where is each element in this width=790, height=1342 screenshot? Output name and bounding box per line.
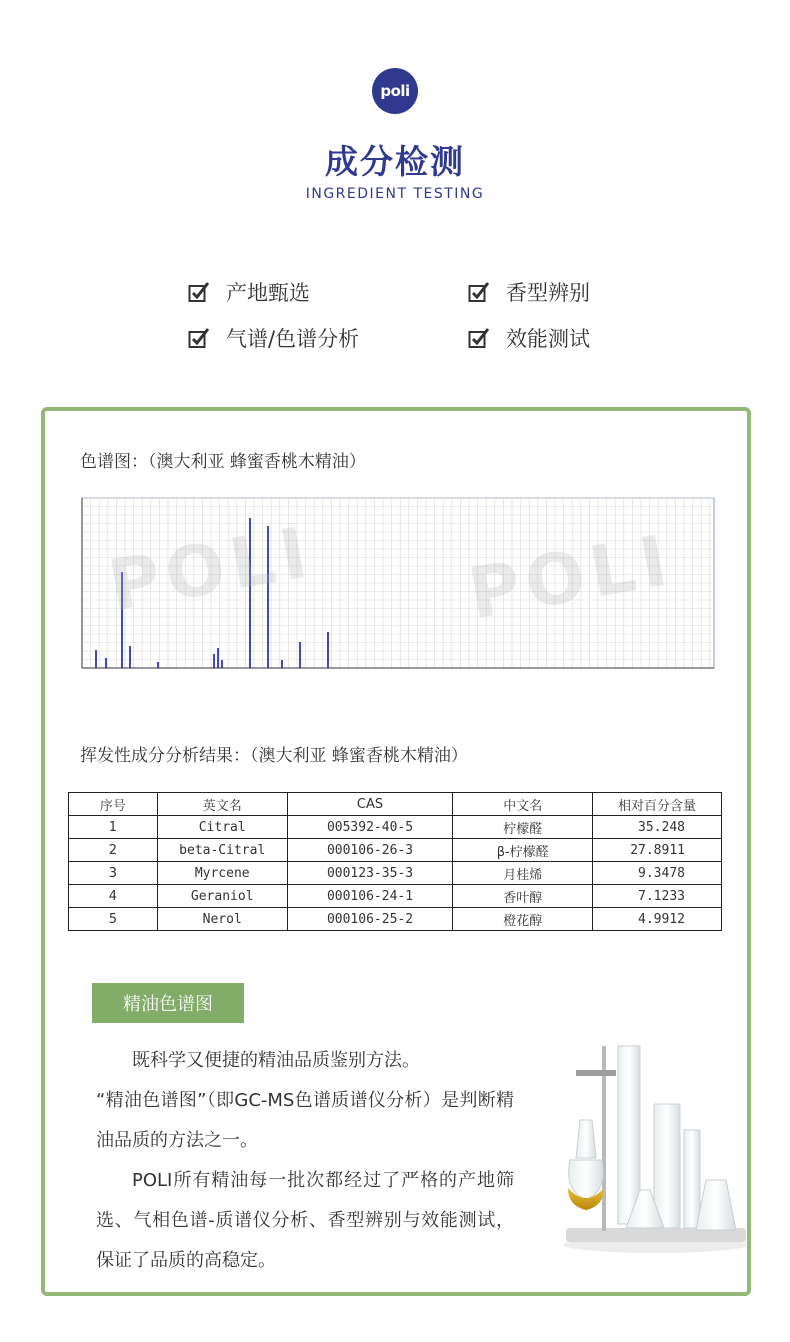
table-header-row <box>69 793 722 816</box>
cell-pct: 35.248 <box>593 816 722 839</box>
page-subtitle: INGREDIENT TESTING <box>305 186 485 202</box>
cell-cn: β-柠檬醛 <box>453 839 593 862</box>
cell-cas: 000123-35-3 <box>287 862 453 885</box>
cell-no: 5 <box>69 908 158 931</box>
watermark-text: POLI <box>102 510 320 628</box>
table-row <box>69 839 722 862</box>
feature-label: 效能测试 <box>506 327 590 351</box>
poli-logo: poli <box>372 68 418 114</box>
cell-cas: 005392-40-5 <box>287 816 453 839</box>
cell-cn: 柠檬醛 <box>453 816 593 839</box>
cell-pct: 7.1233 <box>593 885 722 908</box>
col-header: 中文名 <box>453 793 593 816</box>
feature-label: 香型辨别 <box>506 281 590 305</box>
cell-cn: 橙花醇 <box>453 908 593 931</box>
cell-cas: 000106-25-2 <box>287 908 453 931</box>
cell-pct: 4.9912 <box>593 908 722 931</box>
table-row <box>69 862 722 885</box>
cell-en: Geraniol <box>157 885 287 908</box>
col-header: CAS <box>287 793 453 816</box>
feature-label: 气谱/色谱分析 <box>226 327 360 351</box>
lab-glassware-image <box>556 1040 746 1255</box>
cell-pct: 27.8911 <box>593 839 722 862</box>
col-header: 英文名 <box>157 793 287 816</box>
cell-no: 3 <box>69 862 158 885</box>
chromatogram-label: 色谱图：（澳大利亚 蜂蜜香桃木精油） <box>80 452 366 472</box>
checkbox-checked-icon <box>188 281 210 303</box>
paragraph: “精油色谱图”（即GC-MS色谱质谱仪分析）是判断精油品质的方法之一。 <box>96 1090 514 1151</box>
cell-cas: 000106-26-3 <box>287 839 453 862</box>
feature-item <box>188 277 310 307</box>
watermark-text: POLI <box>462 518 680 636</box>
results-label: 挥发性成分分析结果：（澳大利亚 蜂蜜香桃木精油） <box>80 746 468 766</box>
cell-cn: 月桂烯 <box>453 862 593 885</box>
table-row <box>69 908 722 931</box>
paragraph: POLI所有精油每一批次都经过了严格的产地筛选、气相色谱-质谱仪分析、香型辨别与效能测试，保证了品质的高稳定。 <box>96 1170 514 1271</box>
cell-cas: 000106-24-1 <box>287 885 453 908</box>
col-header: 相对百分含量 <box>593 793 722 816</box>
feature-label: 产地甄选 <box>226 281 310 305</box>
table-row <box>69 816 722 839</box>
page-title: 成分检测 <box>325 142 465 181</box>
cell-en: Nerol <box>157 908 287 931</box>
cell-no: 4 <box>69 885 158 908</box>
results-table <box>68 792 722 931</box>
cell-no: 2 <box>69 839 158 862</box>
feature-item <box>188 323 359 353</box>
cell-en: Citral <box>157 816 287 839</box>
paragraph: 既科学又便捷的精油品质鉴别方法。 <box>132 1050 420 1071</box>
col-header: 序号 <box>69 793 158 816</box>
description-text <box>96 1041 514 1281</box>
checkbox-checked-icon <box>468 281 490 303</box>
cell-pct: 9.3478 <box>593 862 722 885</box>
cell-cn: 香叶醇 <box>453 885 593 908</box>
checkbox-checked-icon <box>188 327 210 349</box>
table-row <box>69 885 722 908</box>
cell-en: beta-Citral <box>157 839 287 862</box>
checkbox-checked-icon <box>468 327 490 349</box>
chromatogram-image <box>72 494 718 674</box>
feature-item <box>468 277 590 307</box>
cell-no: 1 <box>69 816 158 839</box>
cell-en: Myrcene <box>157 862 287 885</box>
feature-item <box>468 323 590 353</box>
section-label: 精油色谱图 <box>92 983 244 1023</box>
